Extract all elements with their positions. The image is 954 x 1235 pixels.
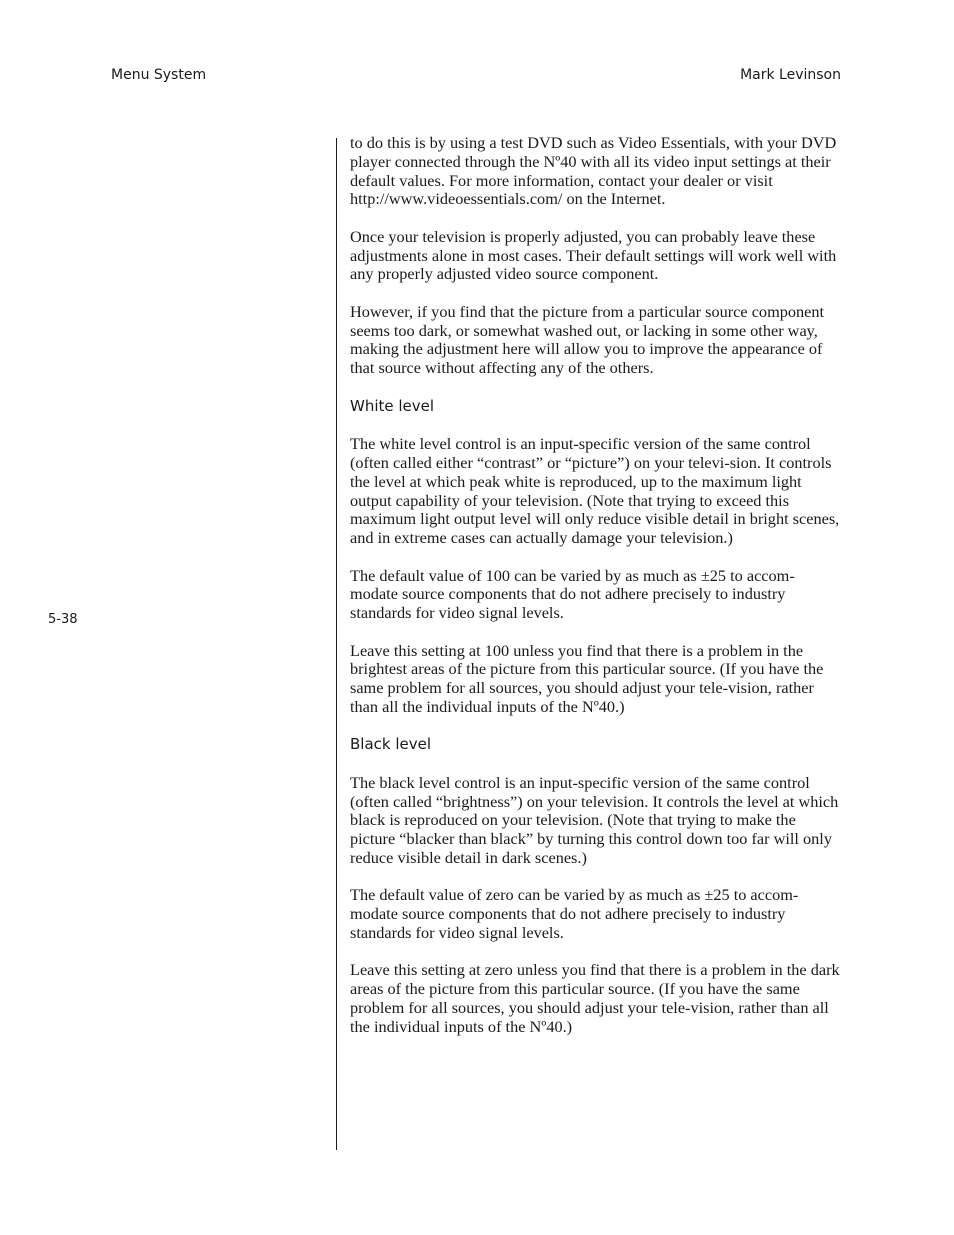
intro-paragraph-1: to do this is by using a test DVD such as Video Essentials, with your DVD player connected through the Nº40 with all its video input settings at their default values. For more information, contact your dealer or visit http://www.videoessentials.com/ on the Internet. [350,133,837,209]
black-level-paragraph-2: The default value of zero can be varied by as much as ±25 to accom-modate source components that do not adhere precisely to industry standards for video signal levels. [350,885,799,943]
white-level-paragraph-2: The default value of 100 can be varied by as much as ±25 to accom-modate source components that do not adhere precisely to industry standards for video signal levels. [350,565,795,623]
intro-paragraph-2: Once your television is properly adjusted, you can probably leave these adjustments alone in most cases. Their default settings will work well with any properly adjusted video source component. [350,226,837,284]
white-level-paragraph-3: Leave this setting at 100 unless you find that there is a problem in the brightest areas of the picture from this particular source. (If you have the same problem for all sources, you should adjust your tele-vision, rather than all the individual inputs of the Nº40.) [350,640,824,716]
column-divider [336,138,337,1150]
body-text-column [350,134,842,1055]
running-header-brand: Mark Levinson [740,67,841,83]
page-number: 5-38 [48,612,78,627]
white-level-paragraph-1: The white level control is an input-specific version of the same control (often called either “contrast” or “picture”) on your televi-sion. It controls the level at which peak white is reproduced, up to the maximum light output capability of your television. (Note that trying to exceed this maximum light output level will only reduce visible detail in bright scenes, and in extreme cases can actually damage your television.) [350,434,840,548]
white-level-heading: White level [350,396,435,415]
black-level-paragraph-3: Leave this setting at zero unless you find that there is a problem in the dark areas of the picture from this particular source. (If you have the same problem for all sources, you should adjust your tele-vision, rather than all the individual inputs of the Nº40.) [350,960,840,1036]
black-level-paragraph-1: The black level control is an input-specific version of the same control (often called “brightness”) on your television. It controls the level at which black is reproduced on your television. (Note that trying to make the picture “blacker than black” by turning this control down too far will only reduce visible detail in dark scenes.) [350,772,839,868]
black-level-heading: Black level [350,735,432,754]
running-header-section: Menu System [111,67,207,83]
intro-paragraph-3: However, if you find that the picture from a particular source component seems too dark, or somewhat washed out, or lacking in some other way, making the adjustment here will allow you to improve the appearance of that source without affecting any of the others. [350,301,825,378]
